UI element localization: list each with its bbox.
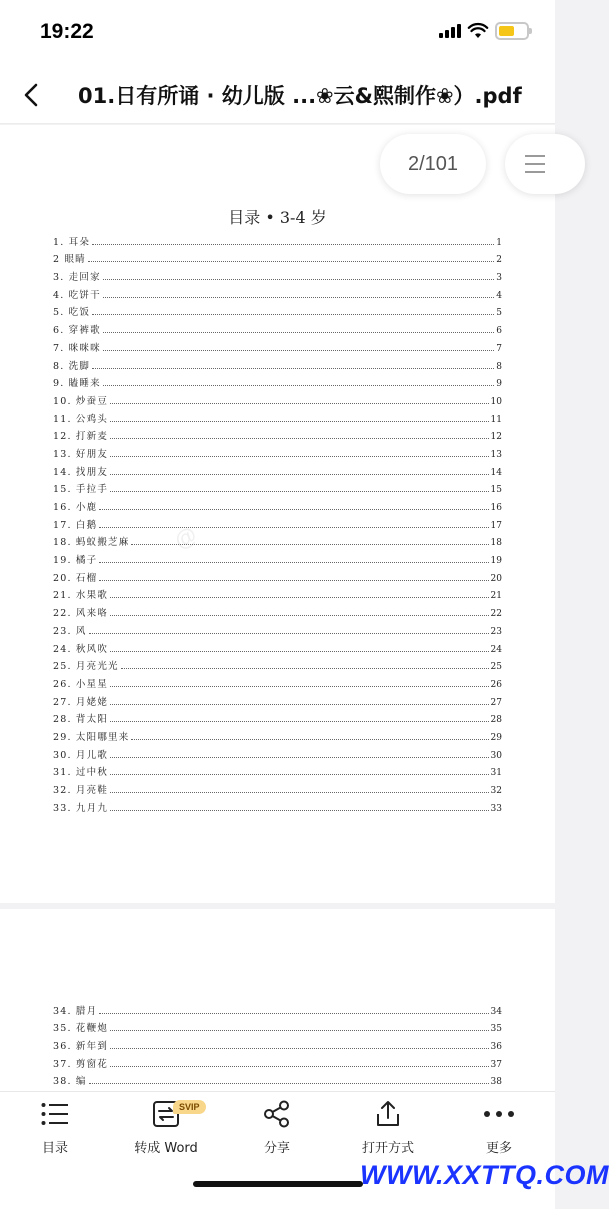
toc-entry-page: 32 [490,786,502,796]
toc-entry-page: 15 [490,485,502,496]
toc-entry[interactable] [53,301,502,319]
toc-entry-page: 30 [490,750,502,761]
toc-entry[interactable] [53,336,502,354]
toc-entry-page: 8 [496,361,502,372]
toc-entry[interactable] [53,372,502,390]
toc-entry[interactable] [53,1034,502,1052]
toolbar-label: 分享 [263,1141,290,1156]
toc-entry[interactable] [53,566,502,584]
toc-leader-dots [110,456,489,457]
toc-entry[interactable] [53,601,502,619]
toc-entry-title: 26. 小星星 [53,678,109,690]
toc-entry-page: 22 [490,609,502,620]
toc-entry[interactable] [53,708,502,726]
toc-entry-title: 18. 蚂蚁搬芝麻 [53,537,130,549]
toc-entry-title: 11. 公鸡头 [53,413,109,425]
toc-leader-dots [131,739,488,740]
toolbar-label: 目录 [41,1141,68,1156]
toc-entry[interactable] [53,265,502,283]
toolbar-label: 转成 Word [134,1141,198,1156]
toc-leader-dots [110,774,489,775]
toc-leader-dots [88,261,494,262]
back-button[interactable] [14,78,48,112]
toc-entry-title: 15. 手拉手 [53,484,109,496]
toc-entry-page: 3 [496,273,502,284]
toc-entry-title: 38. 编 [53,1076,87,1088]
toc-entry-page: 34 [490,1006,502,1017]
status-icons [439,22,529,40]
toc-entry-page: 1 [496,237,502,248]
toc-entry-title: 4. 吃饼干 [53,289,101,301]
toc-entry-title: 30. 月儿歌 [53,749,109,761]
toc-entry-page: 24 [490,644,502,655]
menu-icon [525,155,545,179]
toc-entry-page: 38 [490,1077,502,1088]
toc-leader-dots [110,721,489,722]
toc-entry-page: 5 [496,308,502,319]
toc-entry-page: 21 [490,591,502,602]
toc-entry-title: 6. 穿裤歌 [53,325,101,337]
toc-entry[interactable] [53,690,502,708]
toc-entry-page: 27 [490,697,502,708]
toc-leader-dots [110,810,489,811]
toc-entry-page: 29 [490,732,502,743]
toc-entry[interactable] [53,318,502,336]
toc-leader-dots [99,509,488,510]
watermark: @ [169,521,202,554]
toc-leader-dots [103,332,494,333]
toc-entry[interactable] [53,796,502,814]
toc-entry-title: 25. 月亮光光 [53,661,119,673]
toc-leader-dots [99,527,488,528]
toc-entry-title: 36. 新年到 [53,1041,109,1053]
toc-entry[interactable] [53,743,502,761]
more-icon [483,1110,515,1118]
toc-entry-page: 31 [490,768,502,779]
toc-entry[interactable] [53,1052,502,1070]
list-icon [41,1102,69,1126]
toc-entry-title: 19. 橘子 [53,555,98,567]
toc-leader-dots [110,1066,489,1067]
toc-leader-dots [121,668,489,669]
toc-leader-dots [110,438,489,439]
toc-entry[interactable] [53,442,502,460]
cellular-signal-icon [439,24,461,38]
toc-entry-page: 9 [496,379,502,390]
toc-entry-page: 33 [490,803,502,814]
toc-leader-dots [110,686,489,687]
toc-entry-title: 31. 过中秋 [53,767,109,779]
toc-entry-page: 37 [490,1059,502,1070]
toc-entry-title: 10. 炒蚕豆 [53,395,109,407]
toc-leader-dots [110,421,489,422]
toc-leader-dots [110,651,489,652]
toc-entry[interactable] [53,354,502,372]
toc-leader-dots [99,1013,488,1014]
toc-entry-page: 26 [490,679,502,690]
svip-badge: SVIP [173,1100,206,1114]
toc-entry-page: 11 [490,414,502,425]
toc-entry[interactable] [53,1017,502,1035]
toc-entry-title: 20. 石榴 [53,572,98,584]
toc-leader-dots [110,1030,489,1031]
share-icon [263,1100,291,1128]
document-title: 01.日有所诵 · 幼儿版 ...❀云&熙制作❀）.pdf [78,84,522,108]
toc-entry-title: 14. 找朋友 [53,466,109,478]
toc-button[interactable] [5,1098,105,1158]
toc-entry-page: 2 [496,255,502,266]
toc-entry-title: 2 眼睛 [53,254,86,266]
toc-entry-page: 4 [496,290,502,301]
toc-entry-title: 33. 九月九 [53,802,109,814]
chevron-left-icon [24,83,38,107]
toc-entry-title: 8. 洗脚 [53,360,91,372]
toc-entry[interactable] [53,460,502,478]
toc-entry-title: 16. 小鹿 [53,502,98,513]
toc-leader-dots [89,633,489,634]
toc-entry-page: 18 [490,538,502,549]
toc-entry[interactable] [53,283,502,301]
toc-entry-page: 36 [490,1042,502,1053]
share-button[interactable] [227,1098,327,1158]
toc-entry-title: 3. 走回家 [53,272,101,284]
toc-entry-page: 13 [490,449,502,460]
toc-entry-title: 13. 好朋友 [53,448,109,460]
toc-entry-page: 17 [490,520,502,531]
pdf-viewer[interactable] [0,125,555,1091]
toc-entry[interactable] [53,548,502,566]
toc-entry-title: 24. 秋风吹 [53,643,109,655]
wifi-icon [468,24,488,39]
toc-entry[interactable] [53,425,502,443]
toc-list [53,230,502,814]
open-with-icon [374,1100,402,1128]
toc-leader-dots [92,368,494,369]
toc-leader-dots [92,314,494,315]
toc-entry[interactable] [53,248,502,266]
toc-entry-title: 23. 风 [53,625,87,637]
toc-leader-dots [103,279,494,280]
toc-entry[interactable] [53,1070,502,1088]
convert-word-button[interactable] [116,1098,216,1158]
toc-leader-dots [92,244,494,245]
toc-leader-dots [110,597,489,598]
toc-leader-dots [103,350,494,351]
toc-entry-title: 21. 水果歌 [53,590,109,602]
toc-entry-page: 16 [490,503,502,513]
page-indicator[interactable]: 2/101 [380,134,486,194]
toc-title: 目录 • 3-4 岁 [228,208,327,227]
toc-leader-dots [99,562,488,563]
battery-icon [495,22,529,40]
toc-entry-title: 34. 腊月 [53,1005,98,1017]
toc-entry-page: 35 [490,1024,502,1035]
toc-entry[interactable] [53,619,502,637]
toc-entry-page: 7 [496,343,502,354]
toc-entry-title: 12. 打新麦 [53,431,109,443]
toc-leader-dots [89,1083,489,1084]
toc-entry-title: 17. 白鹅 [53,519,98,531]
toc-entry-title: 28. 背太阳 [53,714,109,726]
toc-entry[interactable] [53,584,502,602]
toc-leader-dots [103,297,494,298]
toc-entry-page: 20 [490,573,502,584]
toc-leader-dots [110,1048,489,1049]
home-indicator[interactable] [193,1181,363,1187]
toc-entry[interactable] [53,513,502,531]
toc-entry[interactable] [53,725,502,743]
toc-entry-title: 35. 花鞭炮 [53,1023,109,1035]
toc-entry[interactable] [53,495,502,513]
nav-header [0,66,555,124]
toc-entry-page: 14 [490,467,502,478]
toc-entry-page: 6 [496,326,502,337]
toc-entry-page: 25 [490,662,502,673]
toc-entry[interactable] [53,389,502,407]
toc-entry[interactable] [53,637,502,655]
outline-toggle-button[interactable] [505,134,585,194]
toc-entry-title: 32. 月亮鞋 [53,785,109,796]
toc-entry[interactable] [53,407,502,425]
open-with-button[interactable] [338,1098,438,1158]
toc-leader-dots [110,757,489,758]
toc-entry[interactable] [53,230,502,248]
more-button[interactable] [449,1098,549,1158]
toc-entry-title: 29. 太阳哪里来 [53,731,130,743]
toc-leader-dots [99,580,488,581]
toc-leader-dots [110,615,489,616]
toc-entry[interactable] [53,478,502,496]
toc-entry-title: 1. 耳朵 [53,236,91,248]
toc-entry[interactable] [53,531,502,549]
toc-entry-page: 19 [490,556,502,567]
toc-leader-dots [110,474,489,475]
toc-entry-title: 22. 风来咯 [53,608,109,620]
toc-entry-page: 10 [490,396,502,407]
toc-entry[interactable] [53,655,502,673]
brand-watermark: WWW.XXTTQ.COM [360,1160,609,1190]
toc-entry[interactable] [53,999,502,1017]
toc-leader-dots [110,491,489,492]
toc-entry-page: 12 [490,432,502,443]
status-time: 19:22 [40,20,94,43]
toc-entry[interactable] [53,778,502,796]
toc-entry-page: 23 [490,626,502,637]
toc-entry-title: 9. 瞌睡来 [53,378,101,390]
toc-entry-title: 27. 月姥姥 [53,696,109,708]
status-bar [0,0,555,66]
toc-leader-dots [110,403,489,404]
toc-entry[interactable] [53,761,502,779]
toc-entry-page: 28 [490,715,502,726]
toc-leader-dots [103,385,494,386]
toc-entry-title: 5. 吃饭 [53,307,91,319]
toc-entry[interactable] [53,672,502,690]
toc-list [53,999,502,1087]
toolbar-label: 打开方式 [361,1141,414,1156]
toc-entry-title: 37. 剪窗花 [53,1058,109,1070]
toc-leader-dots [110,704,489,705]
toc-entry-title: 7. 咪咪咪 [53,342,101,354]
toolbar-label: 更多 [485,1141,512,1156]
pdf-page [0,125,555,903]
toc-leader-dots [110,792,489,793]
